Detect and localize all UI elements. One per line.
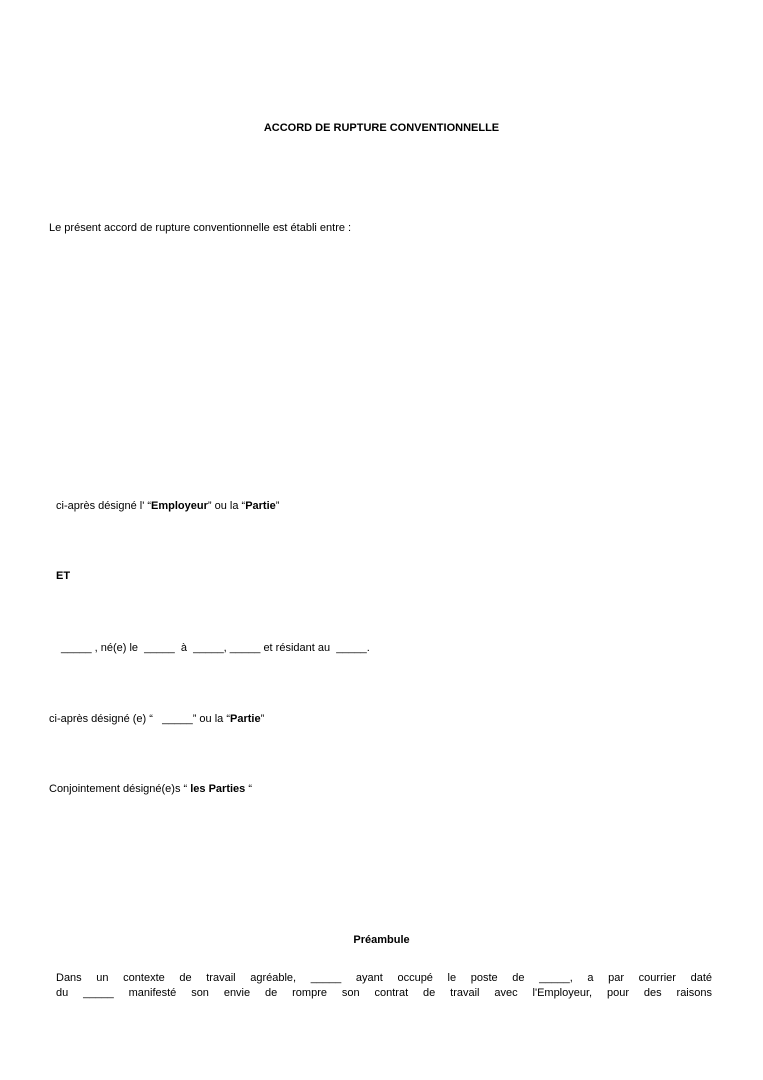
- preamble-line-1: Dans un contexte de travail agréable, _____ ayant occupé le poste de _____, a par courrier daté: [56, 972, 712, 984]
- employee-designation: [49, 712, 264, 726]
- employer-designation-prefix: ci-après désigné l' “: [56, 500, 152, 512]
- employer-term: Employeur: [151, 500, 208, 512]
- document-title: ACCORD DE RUPTURE CONVENTIONNELLE: [263, 122, 500, 134]
- preamble-paragraph: [56, 971, 712, 1001]
- preamble-heading: Préambule: [353, 934, 410, 946]
- joint-designation: [49, 782, 252, 796]
- joint-designation-suffix: “: [245, 783, 253, 795]
- employer-designation: [56, 499, 279, 513]
- employer-designation-suffix: ”: [275, 500, 280, 512]
- intro-paragraph: Le présent accord de rupture conventionnelle est établi entre :: [49, 222, 352, 234]
- parties-term: les Parties: [190, 783, 246, 795]
- preamble-line-2: du _____ manifesté son envie de rompre son contrat de travail avec l'Employeur, pour des raisons: [56, 987, 712, 999]
- joint-designation-prefix: Conjointement désigné(e)s “: [49, 783, 191, 795]
- separator-et: ET: [56, 570, 71, 582]
- employee-designation-prefix: ci-après désigné (e) “ _____” ou la “: [49, 713, 230, 725]
- party-term: Partie: [245, 500, 276, 512]
- employee-party-term: Partie: [229, 713, 261, 725]
- employee-designation-suffix: ”: [260, 713, 265, 725]
- employee-identity: _____ , né(e) le _____ à _____, _____ et résidant au _____.: [61, 642, 370, 654]
- employer-designation-middle: ” ou la “: [207, 500, 246, 512]
